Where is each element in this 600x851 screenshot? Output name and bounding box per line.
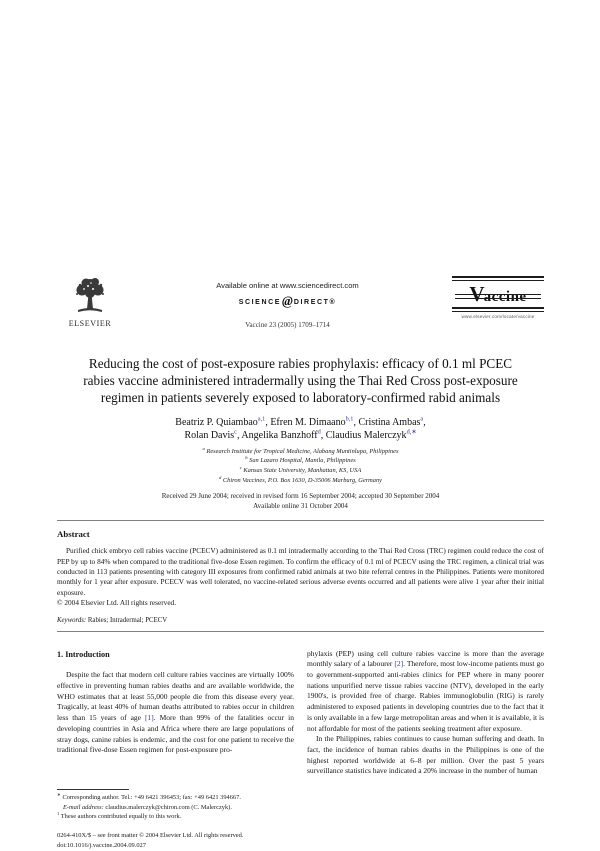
author-affil-mark: a (420, 415, 424, 423)
logo-bottom-rule (452, 307, 544, 312)
author: Cristina Ambas (358, 416, 421, 428)
abstract-body: Purified chick embryo cell rabies vaccine (PCECV) administered as 0.1 ml intradermally according to the Thai Red Cross (TRC) regimen could reduce the cost of PEP by up to 84% when compared to the traditional five-dose Essen regimen. To confirm the efficacy of 0.1 ml of PCECV using the TRC regimen, a clinical trial was conducted in 113 patients presenting with category III exposures from confirmed rabid animals at two bite referral centres in the Philippines. Patients were monitored monthly for 1 year after exposure. PCECV was well tolerated, no vaccine-related serious adverse events occurred and all patients were alive 1 year after their initial exposure. (57, 546, 544, 597)
author-affil-mark: b,1 (345, 415, 354, 423)
author-separator: , (236, 429, 242, 441)
footnote-text: Corresponding author. Tel.: +49 6421 396453; fax: +49 6421 394667. (60, 794, 241, 802)
keywords-label: Keywords: (57, 616, 87, 624)
affiliation-list (57, 447, 544, 485)
doi-line: doi:10.1016/j.vaccine.2004.09.027 (57, 841, 146, 849)
issn-line: 0264-410X/$ – see front matter © 2004 Elsevier Ltd. All rights reserved. (57, 832, 244, 839)
imprint-block (57, 831, 544, 851)
article-title: Reducing the cost of post-exposure rabies prophylaxis: efficacy of 0.1 ml PCEC rabies vaccine administered intradermally using the Thai Red Cross post-exposure regimen in patients severely exposed to laboratory-confirmed rabid animals (83, 356, 518, 405)
author-affil-mark: d (317, 428, 321, 436)
paragraph-text: Despite the fact that modern cell culture rabies vaccines are virtually 100% effective in preventing human rabies deaths and are available worldwide, the WHO estimates that at least 55,000 people die from this disease every year. Tragically, at least 40% of human deaths attributed to rabies occur in children less than 15 years of age (57, 670, 294, 723)
journal-url: www.elsevier.com/locate/vaccine (461, 314, 535, 319)
direct-label: DIRECT® (293, 298, 337, 306)
footnote-rule (57, 789, 129, 790)
affil-text: San Lazaro Hospital, Manila, Philippines (247, 457, 356, 465)
affil-mark: c (239, 464, 242, 470)
author-affil-mark: c (234, 428, 237, 436)
footnote-mark: 1 (57, 811, 60, 817)
citation-link-1[interactable]: [1] (144, 713, 154, 723)
vaccine-journal-logo (452, 276, 544, 319)
abstract-bottom-rule (57, 631, 544, 632)
body-columns (57, 649, 544, 778)
affil-mark: a (202, 445, 205, 451)
author-affil-mark: a,1 (257, 415, 266, 423)
keywords-line (57, 617, 544, 624)
abstract-top-rule (57, 520, 544, 521)
corresponding-author-note (57, 793, 294, 803)
intro-paragraph-1 (57, 670, 294, 756)
equal-contribution-note (57, 812, 294, 822)
elsevier-logo (57, 276, 123, 328)
affiliation (57, 447, 544, 457)
elsevier-wordmark: ELSEVIER (68, 319, 112, 328)
vaccine-wordmark (452, 281, 544, 307)
affil-mark: d (218, 474, 222, 480)
author-line-1 (57, 416, 544, 429)
elsevier-tree-icon (57, 276, 123, 318)
author: Angelika Banzhoff (241, 429, 318, 441)
author-list (57, 416, 544, 442)
author-affil-mark: d,∗ (406, 428, 417, 436)
logo-strike-line (455, 298, 541, 299)
paragraph-text: . Therefore, most low-income patients must go to government-supported anti-rabies clinics for PEP where in many poorer nations unpurified nerve tissue rabies vaccine (NTV), developed in the early 1900's, is provided free of charge. Rabies immunoglobulin (RIG) is rarely administered to exposed patients in developing countries due to the fact that it is only available in a few large metropolitan areas and when it is available, it is not affordable for most of the patients seeking treatment after exposure. (307, 659, 544, 733)
available-online-text: Available online at www.sciencedirect.com (216, 281, 359, 290)
journal-citation: Vaccine 23 (2005) 1709–1714 (245, 321, 330, 329)
article-history (57, 491, 544, 511)
footnote-text: These authors contributed equally to this work. (59, 813, 182, 821)
affiliation (57, 476, 544, 486)
author-separator: , (353, 416, 359, 428)
left-column (57, 649, 294, 778)
section-heading-introduction: 1. Introduction (57, 649, 110, 659)
author-line-2 (57, 429, 544, 442)
footnote-block (57, 789, 294, 822)
logo-strike-line (455, 294, 541, 295)
email-label: E-mail address: (63, 803, 104, 811)
email-address[interactable]: claudius.malerczyk@chiron.com (C. Malerczyk). (103, 803, 232, 811)
author: Efren M. Dimaano (270, 416, 346, 428)
affil-mark: b (245, 455, 248, 461)
abstract-heading: Abstract (57, 529, 90, 540)
affil-text: Chiron Vaccines, P.O. Box 1630, D-35006 Marburg, Germany (221, 476, 383, 484)
online-date: Available online 31 October 2004 (253, 502, 348, 511)
sciencedirect-block (123, 276, 452, 329)
copyright-line: © 2004 Elsevier Ltd. All rights reserved. (57, 598, 177, 608)
author-separator: , (265, 416, 271, 428)
vaccine-initial: V (469, 282, 484, 306)
author: Rolan Davis (184, 429, 235, 441)
vaccine-rest: accine (483, 289, 527, 305)
author-separator: , (320, 429, 326, 441)
author-separator: , (423, 416, 426, 428)
intro-paragraph-1-continued (307, 649, 544, 735)
affiliation (57, 466, 544, 476)
paragraph-text: . More than 99% of the fatalities occur in developing countries in Asia and Africa where there are large populations of stray dogs, canine rabies is endemic, and the cost for one patient to receive the traditional five-dose Essen regimen for post-exposure pro- (57, 713, 294, 755)
author: Beatriz P. Quiambao (175, 416, 258, 428)
right-column (307, 649, 544, 778)
author: Claudius Malerczyk (325, 429, 407, 441)
paragraph-text: phylaxis (PEP) using cell culture rabies vaccine is more than the average monthly salary of a labourer (307, 648, 544, 669)
sciencedirect-logo (123, 294, 452, 310)
affil-text: Kansas State University, Manhattan, KS, USA (241, 466, 362, 474)
affiliation (57, 456, 544, 466)
affil-text: Research Institute for Tropical Medicine, Alabang Muntinlupa, Philippines (204, 447, 399, 455)
science-label: SCIENCE (238, 298, 282, 306)
footnote-mark: ∗ (57, 792, 61, 798)
at-symbol-icon: @ (282, 293, 293, 308)
citation-link-2[interactable]: [2] (394, 659, 404, 669)
intro-paragraph-2: In the Philippines, rabies continues to cause human suffering and death. In fact, the incidence of human rabies deaths in the Philippines is one of the highest reported worldwide at 6–8 per million. Over the past 5 years surveillance statistics have indicated a 20% increase in the number of human (307, 734, 544, 776)
received-dates: Received 29 June 2004; received in revised form 16 September 2004; accepted 30 September 2004 (161, 492, 440, 501)
page-header (57, 276, 544, 344)
keywords-values: Rabies; Intradermal; PCECV (86, 616, 168, 624)
email-note (57, 803, 294, 813)
